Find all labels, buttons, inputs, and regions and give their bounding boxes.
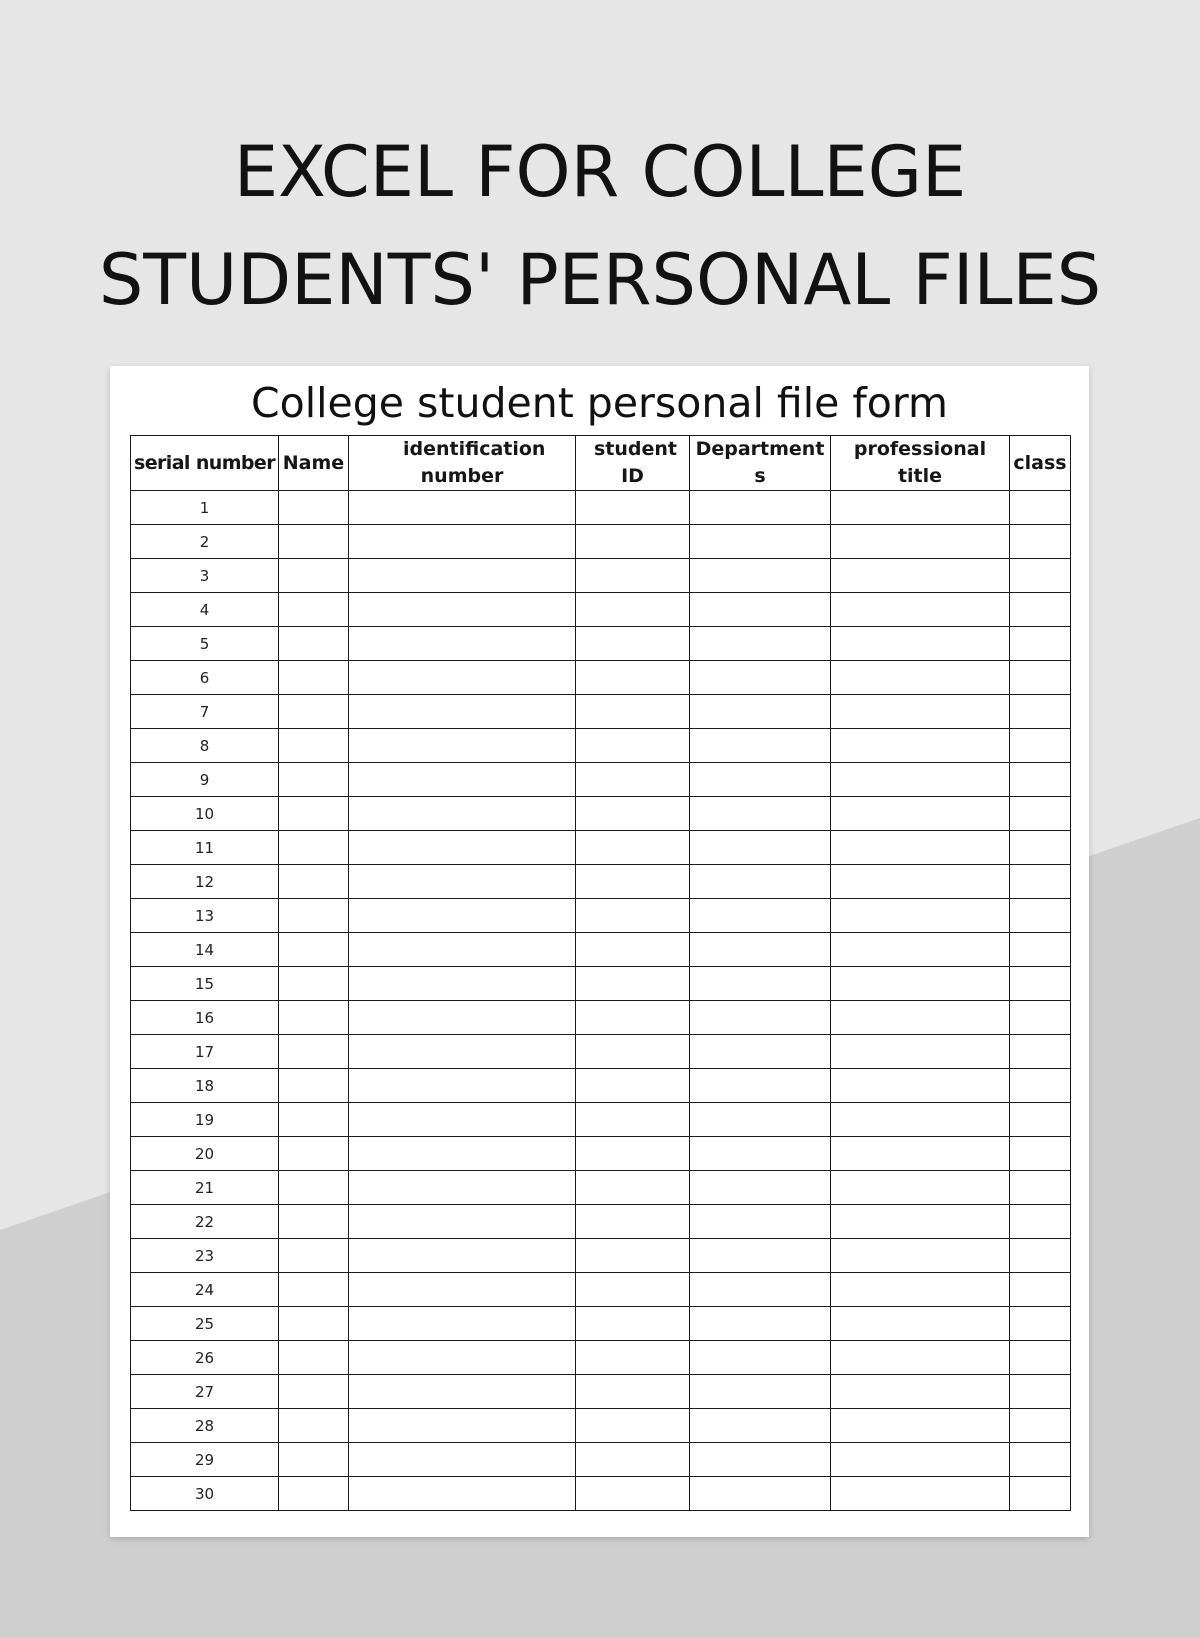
professional-title-cell[interactable] <box>831 1443 1010 1477</box>
class-cell[interactable] <box>1010 865 1071 899</box>
departments-cell[interactable] <box>690 865 831 899</box>
class-cell[interactable] <box>1010 1069 1071 1103</box>
serial-number-cell: 29 <box>131 1443 279 1477</box>
identification-number-cell[interactable] <box>349 1409 576 1443</box>
professional-title-cell[interactable] <box>831 967 1010 1001</box>
departments-cell[interactable] <box>690 559 831 593</box>
departments-cell[interactable] <box>690 1171 831 1205</box>
professional-title-cell[interactable] <box>831 1341 1010 1375</box>
name-cell[interactable] <box>279 1409 349 1443</box>
serial-number-cell: 12 <box>131 865 279 899</box>
name-cell[interactable] <box>279 1375 349 1409</box>
name-cell[interactable] <box>279 1239 349 1273</box>
name-cell[interactable] <box>279 1137 349 1171</box>
departments-cell[interactable] <box>690 1477 831 1511</box>
professional-title-cell[interactable] <box>831 1001 1010 1035</box>
class-cell[interactable] <box>1010 695 1071 729</box>
identification-number-cell[interactable] <box>349 1137 576 1171</box>
professional-title-cell[interactable] <box>831 865 1010 899</box>
class-cell[interactable] <box>1010 763 1071 797</box>
name-cell[interactable] <box>279 1477 349 1511</box>
serial-number-cell: 21 <box>131 1171 279 1205</box>
departments-cell[interactable] <box>690 967 831 1001</box>
departments-cell[interactable] <box>690 1137 831 1171</box>
name-cell[interactable] <box>279 1273 349 1307</box>
table-row <box>131 661 1071 695</box>
table-row <box>131 1477 1071 1511</box>
column-header-student-id <box>576 436 690 491</box>
departments-cell[interactable] <box>690 593 831 627</box>
identification-number-cell[interactable] <box>349 491 576 525</box>
identification-number-cell[interactable] <box>349 525 576 559</box>
table-row <box>131 1443 1071 1477</box>
class-cell[interactable] <box>1010 627 1071 661</box>
name-cell[interactable] <box>279 593 349 627</box>
class-cell[interactable] <box>1010 1341 1071 1375</box>
serial-number-cell: 15 <box>131 967 279 1001</box>
departments-cell[interactable] <box>690 1035 831 1069</box>
identification-number-cell[interactable] <box>349 559 576 593</box>
table-row <box>131 1307 1071 1341</box>
professional-title-cell[interactable] <box>831 1239 1010 1273</box>
table-row <box>131 593 1071 627</box>
column-header-departments <box>690 436 831 491</box>
student-id-cell[interactable] <box>576 1443 690 1477</box>
table-row <box>131 695 1071 729</box>
class-cell[interactable] <box>1010 1171 1071 1205</box>
name-cell[interactable] <box>279 1103 349 1137</box>
name-cell[interactable] <box>279 661 349 695</box>
serial-number-cell: 6 <box>131 661 279 695</box>
name-cell[interactable] <box>279 1069 349 1103</box>
professional-title-cell[interactable] <box>831 627 1010 661</box>
identification-number-cell[interactable] <box>349 1443 576 1477</box>
class-cell[interactable] <box>1010 1477 1071 1511</box>
serial-number-cell: 13 <box>131 899 279 933</box>
table-row <box>131 1273 1071 1307</box>
serial-number-cell: 23 <box>131 1239 279 1273</box>
table-body <box>131 491 1071 1511</box>
name-cell[interactable] <box>279 627 349 661</box>
identification-number-cell[interactable] <box>349 967 576 1001</box>
class-cell[interactable] <box>1010 491 1071 525</box>
professional-title-cell[interactable] <box>831 1171 1010 1205</box>
student-id-cell[interactable] <box>576 1477 690 1511</box>
identification-number-cell[interactable] <box>349 797 576 831</box>
serial-number-cell: 10 <box>131 797 279 831</box>
identification-number-cell[interactable] <box>349 729 576 763</box>
professional-title-cell[interactable] <box>831 1477 1010 1511</box>
student-id-cell[interactable] <box>576 1375 690 1409</box>
table-row <box>131 1171 1071 1205</box>
identification-number-cell[interactable] <box>349 1205 576 1239</box>
class-cell[interactable] <box>1010 831 1071 865</box>
student-id-cell[interactable] <box>576 627 690 661</box>
professional-title-cell[interactable] <box>831 831 1010 865</box>
identification-number-cell[interactable] <box>349 1341 576 1375</box>
departments-cell[interactable] <box>690 1239 831 1273</box>
student-id-cell[interactable] <box>576 1103 690 1137</box>
professional-title-cell[interactable] <box>831 1307 1010 1341</box>
table-row <box>131 627 1071 661</box>
class-cell[interactable] <box>1010 899 1071 933</box>
professional-title-cell[interactable] <box>831 661 1010 695</box>
table-row <box>131 1035 1071 1069</box>
identification-number-cell[interactable] <box>349 1171 576 1205</box>
table-row <box>131 933 1071 967</box>
student-id-cell[interactable] <box>576 661 690 695</box>
identification-number-cell[interactable] <box>349 763 576 797</box>
identification-number-cell[interactable] <box>349 1069 576 1103</box>
departments-cell[interactable] <box>690 1069 831 1103</box>
identification-number-cell[interactable] <box>349 1103 576 1137</box>
table-header-row <box>131 436 1071 491</box>
name-cell[interactable] <box>279 1307 349 1341</box>
departments-cell[interactable] <box>690 933 831 967</box>
departments-cell[interactable] <box>690 695 831 729</box>
professional-title-cell[interactable] <box>831 1273 1010 1307</box>
student-id-cell[interactable] <box>576 1239 690 1273</box>
identification-number-cell[interactable] <box>349 661 576 695</box>
departments-cell[interactable] <box>690 491 831 525</box>
professional-title-cell[interactable] <box>831 797 1010 831</box>
professional-title-cell[interactable] <box>831 933 1010 967</box>
serial-number-cell: 4 <box>131 593 279 627</box>
student-id-cell[interactable] <box>576 1171 690 1205</box>
professional-title-cell[interactable] <box>831 1103 1010 1137</box>
class-cell[interactable] <box>1010 661 1071 695</box>
professional-title-cell[interactable] <box>831 525 1010 559</box>
serial-number-cell: 5 <box>131 627 279 661</box>
student-id-cell[interactable] <box>576 593 690 627</box>
name-cell[interactable] <box>279 763 349 797</box>
identification-number-cell[interactable] <box>349 1273 576 1307</box>
serial-number-cell: 24 <box>131 1273 279 1307</box>
serial-number-cell: 1 <box>131 491 279 525</box>
class-cell[interactable] <box>1010 593 1071 627</box>
student-id-cell[interactable] <box>576 933 690 967</box>
student-id-cell[interactable] <box>576 1307 690 1341</box>
student-id-cell[interactable] <box>576 763 690 797</box>
departments-cell[interactable] <box>690 797 831 831</box>
departments-cell[interactable] <box>690 1001 831 1035</box>
professional-title-cell[interactable] <box>831 763 1010 797</box>
student-id-cell[interactable] <box>576 491 690 525</box>
departments-cell[interactable] <box>690 1409 831 1443</box>
page-headline <box>0 118 1200 334</box>
student-id-cell[interactable] <box>576 1273 690 1307</box>
student-id-cell[interactable] <box>576 1069 690 1103</box>
serial-number-cell: 30 <box>131 1477 279 1511</box>
table-row <box>131 1375 1071 1409</box>
name-cell[interactable] <box>279 797 349 831</box>
table-row <box>131 1103 1071 1137</box>
professional-title-cell[interactable] <box>831 899 1010 933</box>
identification-number-cell[interactable] <box>349 1477 576 1511</box>
student-id-cell[interactable] <box>576 559 690 593</box>
table-row <box>131 1239 1071 1273</box>
departments-cell[interactable] <box>690 763 831 797</box>
form-title: College student personal file form <box>251 379 948 427</box>
class-cell[interactable] <box>1010 729 1071 763</box>
professional-title-cell[interactable] <box>831 729 1010 763</box>
departments-cell[interactable] <box>690 627 831 661</box>
serial-number-cell: 28 <box>131 1409 279 1443</box>
column-header-label: professional title <box>853 438 987 487</box>
class-cell[interactable] <box>1010 525 1071 559</box>
departments-cell[interactable] <box>690 729 831 763</box>
departments-cell[interactable] <box>690 1205 831 1239</box>
name-cell[interactable] <box>279 1035 349 1069</box>
student-id-cell[interactable] <box>576 1035 690 1069</box>
departments-cell[interactable] <box>690 1307 831 1341</box>
table-row <box>131 967 1071 1001</box>
departments-cell[interactable] <box>690 1273 831 1307</box>
column-header-label: Name <box>282 451 345 474</box>
class-cell[interactable] <box>1010 1103 1071 1137</box>
table-row <box>131 797 1071 831</box>
departments-cell[interactable] <box>690 1103 831 1137</box>
table-row <box>131 525 1071 559</box>
serial-number-cell: 16 <box>131 1001 279 1035</box>
student-id-cell[interactable] <box>576 1205 690 1239</box>
professional-title-cell[interactable] <box>831 593 1010 627</box>
serial-number-cell: 22 <box>131 1205 279 1239</box>
identification-number-cell[interactable] <box>349 1239 576 1273</box>
class-cell[interactable] <box>1010 1375 1071 1409</box>
class-cell[interactable] <box>1010 1239 1071 1273</box>
table-row <box>131 1001 1071 1035</box>
departments-cell[interactable] <box>690 1341 831 1375</box>
name-cell[interactable] <box>279 1001 349 1035</box>
student-id-cell[interactable] <box>576 865 690 899</box>
professional-title-cell[interactable] <box>831 1035 1010 1069</box>
name-cell[interactable] <box>279 1443 349 1477</box>
table-row <box>131 831 1071 865</box>
personal-file-table <box>130 435 1071 1511</box>
name-cell[interactable] <box>279 1205 349 1239</box>
identification-number-cell[interactable] <box>349 831 576 865</box>
professional-title-cell[interactable] <box>831 1375 1010 1409</box>
class-cell[interactable] <box>1010 797 1071 831</box>
student-id-cell[interactable] <box>576 729 690 763</box>
student-id-cell[interactable] <box>576 797 690 831</box>
headline-line-1: EXCEL FOR COLLEGE <box>233 131 967 213</box>
table-row <box>131 729 1071 763</box>
name-cell[interactable] <box>279 491 349 525</box>
table-row <box>131 763 1071 797</box>
departments-cell[interactable] <box>690 525 831 559</box>
class-cell[interactable] <box>1010 967 1071 1001</box>
identification-number-cell[interactable] <box>349 1307 576 1341</box>
table-row <box>131 1069 1071 1103</box>
class-cell[interactable] <box>1010 1307 1071 1341</box>
student-id-cell[interactable] <box>576 831 690 865</box>
serial-number-cell: 17 <box>131 1035 279 1069</box>
table-row <box>131 491 1071 525</box>
table-row <box>131 559 1071 593</box>
class-cell[interactable] <box>1010 559 1071 593</box>
column-header-name <box>279 436 349 491</box>
column-header-label: serial number <box>134 451 275 474</box>
class-cell[interactable] <box>1010 1273 1071 1307</box>
name-cell[interactable] <box>279 695 349 729</box>
serial-number-cell: 27 <box>131 1375 279 1409</box>
serial-number-cell: 3 <box>131 559 279 593</box>
class-cell[interactable] <box>1010 933 1071 967</box>
serial-number-cell: 11 <box>131 831 279 865</box>
headline-line-2: STUDENTS' PERSONAL FILES <box>98 239 1102 321</box>
professional-title-cell[interactable] <box>831 491 1010 525</box>
column-header-label: identification number <box>403 438 546 487</box>
departments-cell[interactable] <box>690 831 831 865</box>
student-id-cell[interactable] <box>576 1341 690 1375</box>
table-row <box>131 1341 1071 1375</box>
name-cell[interactable] <box>279 933 349 967</box>
name-cell[interactable] <box>279 1341 349 1375</box>
identification-number-cell[interactable] <box>349 695 576 729</box>
name-cell[interactable] <box>279 865 349 899</box>
class-cell[interactable] <box>1010 1409 1071 1443</box>
class-cell[interactable] <box>1010 1205 1071 1239</box>
professional-title-cell[interactable] <box>831 1069 1010 1103</box>
name-cell[interactable] <box>279 559 349 593</box>
column-header-class <box>1010 436 1071 491</box>
professional-title-cell[interactable] <box>831 695 1010 729</box>
student-id-cell[interactable] <box>576 525 690 559</box>
identification-number-cell[interactable] <box>349 1375 576 1409</box>
student-id-cell[interactable] <box>576 967 690 1001</box>
form-sheet <box>110 366 1089 1537</box>
table-row <box>131 1205 1071 1239</box>
identification-number-cell[interactable] <box>349 1001 576 1035</box>
column-header-label: student ID <box>594 438 678 487</box>
class-cell[interactable] <box>1010 1001 1071 1035</box>
departments-cell[interactable] <box>690 1443 831 1477</box>
identification-number-cell[interactable] <box>349 933 576 967</box>
name-cell[interactable] <box>279 967 349 1001</box>
class-cell[interactable] <box>1010 1443 1071 1477</box>
student-id-cell[interactable] <box>576 1409 690 1443</box>
serial-number-cell: 8 <box>131 729 279 763</box>
professional-title-cell[interactable] <box>831 1409 1010 1443</box>
serial-number-cell: 20 <box>131 1137 279 1171</box>
serial-number-cell: 9 <box>131 763 279 797</box>
serial-number-cell: 26 <box>131 1341 279 1375</box>
column-header-professional-title <box>831 436 1010 491</box>
serial-number-cell: 19 <box>131 1103 279 1137</box>
table-row <box>131 1409 1071 1443</box>
class-cell[interactable] <box>1010 1035 1071 1069</box>
student-id-cell[interactable] <box>576 899 690 933</box>
table-row <box>131 1137 1071 1171</box>
name-cell[interactable] <box>279 831 349 865</box>
column-header-serial-number <box>131 436 279 491</box>
student-id-cell[interactable] <box>576 1137 690 1171</box>
name-cell[interactable] <box>279 525 349 559</box>
professional-title-cell[interactable] <box>831 1137 1010 1171</box>
professional-title-cell[interactable] <box>831 1205 1010 1239</box>
professional-title-cell[interactable] <box>831 559 1010 593</box>
serial-number-cell: 14 <box>131 933 279 967</box>
name-cell[interactable] <box>279 1171 349 1205</box>
identification-number-cell[interactable] <box>349 593 576 627</box>
column-header-identification-number <box>349 436 576 491</box>
serial-number-cell: 2 <box>131 525 279 559</box>
table-row <box>131 899 1071 933</box>
class-cell[interactable] <box>1010 1137 1071 1171</box>
student-id-cell[interactable] <box>576 1001 690 1035</box>
name-cell[interactable] <box>279 899 349 933</box>
identification-number-cell[interactable] <box>349 1035 576 1069</box>
identification-number-cell[interactable] <box>349 627 576 661</box>
departments-cell[interactable] <box>690 899 831 933</box>
name-cell[interactable] <box>279 729 349 763</box>
table-row <box>131 865 1071 899</box>
identification-number-cell[interactable] <box>349 899 576 933</box>
column-header-label: Department s <box>695 438 825 487</box>
departments-cell[interactable] <box>690 661 831 695</box>
serial-number-cell: 25 <box>131 1307 279 1341</box>
column-header-label: class <box>1013 451 1067 474</box>
serial-number-cell: 7 <box>131 695 279 729</box>
student-id-cell[interactable] <box>576 695 690 729</box>
identification-number-cell[interactable] <box>349 865 576 899</box>
serial-number-cell: 18 <box>131 1069 279 1103</box>
departments-cell[interactable] <box>690 1375 831 1409</box>
